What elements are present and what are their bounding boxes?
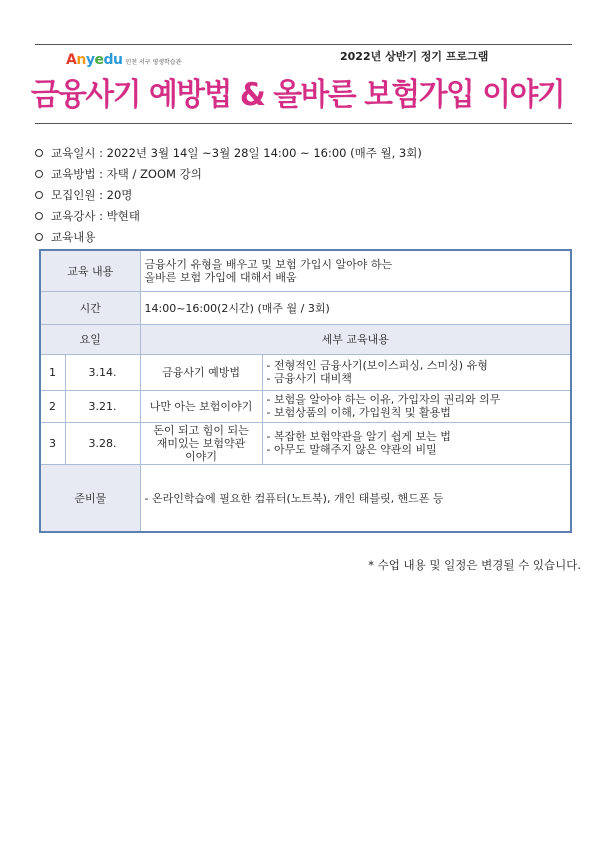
course-schedule-table [39, 249, 572, 533]
prep-cell: - 온라인학습에 필요한 컴퓨터(노트북), 개인 태블릿, 핸드폰 등 [140, 464, 571, 532]
info-label: 교육강사 [51, 209, 96, 223]
info-value: 박현태 [106, 209, 140, 223]
session-date: 3.28. [65, 422, 140, 464]
table-row [40, 422, 571, 464]
session-date: 3.21. [65, 390, 140, 422]
table-row [40, 390, 571, 422]
table-row [40, 354, 571, 390]
session-topic [140, 422, 262, 464]
session-topic [140, 390, 262, 422]
day-header-cell: 요일 [40, 324, 140, 354]
info-item-capacity: 모집인원 : 20명 [35, 187, 132, 203]
logo-org-name: 인천 서구 평생학습관 [125, 59, 182, 66]
footnote: * 수업 내용 및 일정은 변경될 수 있습니다. [368, 558, 581, 572]
session-number: 1 [40, 354, 65, 390]
info-label: 교육일시 [51, 146, 96, 160]
circle-bullet-icon [35, 212, 43, 220]
topic-line: 나만 아는 보험이야기 [149, 399, 253, 413]
session-details [262, 354, 571, 390]
session-number: 2 [40, 390, 65, 422]
info-value: 자택 / ZOOM 강의 [106, 167, 202, 181]
table-row [40, 464, 571, 532]
session-date: 3.14. [65, 354, 140, 390]
circle-bullet-icon [35, 149, 43, 157]
detail-line: - 보험을 알아야 하는 이유, 가입자의 권리와 의무 [266, 393, 501, 406]
content-cell [140, 250, 571, 291]
circle-bullet-icon [35, 233, 43, 241]
topic-line: 재미있는 보험약관 [156, 436, 246, 450]
detail-line: - 금융사기 대비책 [266, 372, 352, 385]
table-row [40, 250, 571, 291]
topic-line: 돈이 되고 힘이 되는 [153, 423, 249, 437]
topic-line: 금융사기 예방법 [162, 365, 240, 379]
info-item-date: 교육일시 : 2022년 3월 14일 ~3월 28일 14:00 ~ 16:00 (매주 월, 3회) [35, 145, 422, 161]
detail-line: - 전형적인 금융사기(보이스피싱, 스미싱) 유형 [266, 359, 488, 372]
page-title: 금융사기 예방법 & 올바른 보험가입 이야기 [30, 77, 565, 113]
time-header-cell: 시간 [40, 291, 140, 324]
time-cell: 14:00~16:00(2시간) (매주 월 / 3회) [140, 291, 571, 324]
session-details [262, 390, 571, 422]
detail-header-cell: 세부 교육내용 [140, 324, 571, 354]
session-details [262, 422, 571, 464]
info-label: 교육방법 [51, 167, 96, 181]
title-divider [35, 123, 572, 124]
circle-bullet-icon [35, 191, 43, 199]
detail-line: - 아무도 말해주지 않은 약관의 비밀 [266, 443, 437, 456]
prep-header-cell: 준비물 [40, 464, 140, 532]
session-number: 3 [40, 422, 65, 464]
logo-wordmark: Anyedu [66, 52, 123, 68]
info-item-instructor: 교육강사 : 박현태 [35, 208, 140, 224]
content-line: 금융사기 유형을 배우고 및 보험 가입시 알아야 하는 [144, 257, 393, 271]
info-item-content [35, 229, 95, 245]
anyedu-logo [66, 50, 181, 70]
top-divider [35, 44, 572, 45]
program-label: 2022년 상반기 정기 프로그램 [340, 50, 489, 63]
info-label: 모집인원 [51, 188, 96, 202]
info-label: 교육내용 [51, 230, 96, 244]
content-line: 올바른 보험 가입에 대해서 배움 [144, 270, 297, 284]
info-value: 2022년 3월 14일 ~3월 28일 14:00 ~ 16:00 (매주 월, 3회) [106, 146, 422, 160]
info-item-method: 교육방법 : 자택 / ZOOM 강의 [35, 166, 202, 182]
detail-line: - 복잡한 보험약관을 알기 쉽게 보는 법 [266, 430, 451, 443]
info-value: 20명 [106, 188, 133, 202]
table-row [40, 324, 571, 354]
table-row [40, 291, 571, 324]
session-topic [140, 354, 262, 390]
circle-bullet-icon [35, 170, 43, 178]
detail-line: - 보험상품의 이해, 가입원칙 및 활용법 [266, 406, 451, 419]
topic-line: 이야기 [185, 449, 217, 463]
content-header-cell: 교육 내용 [40, 250, 140, 291]
